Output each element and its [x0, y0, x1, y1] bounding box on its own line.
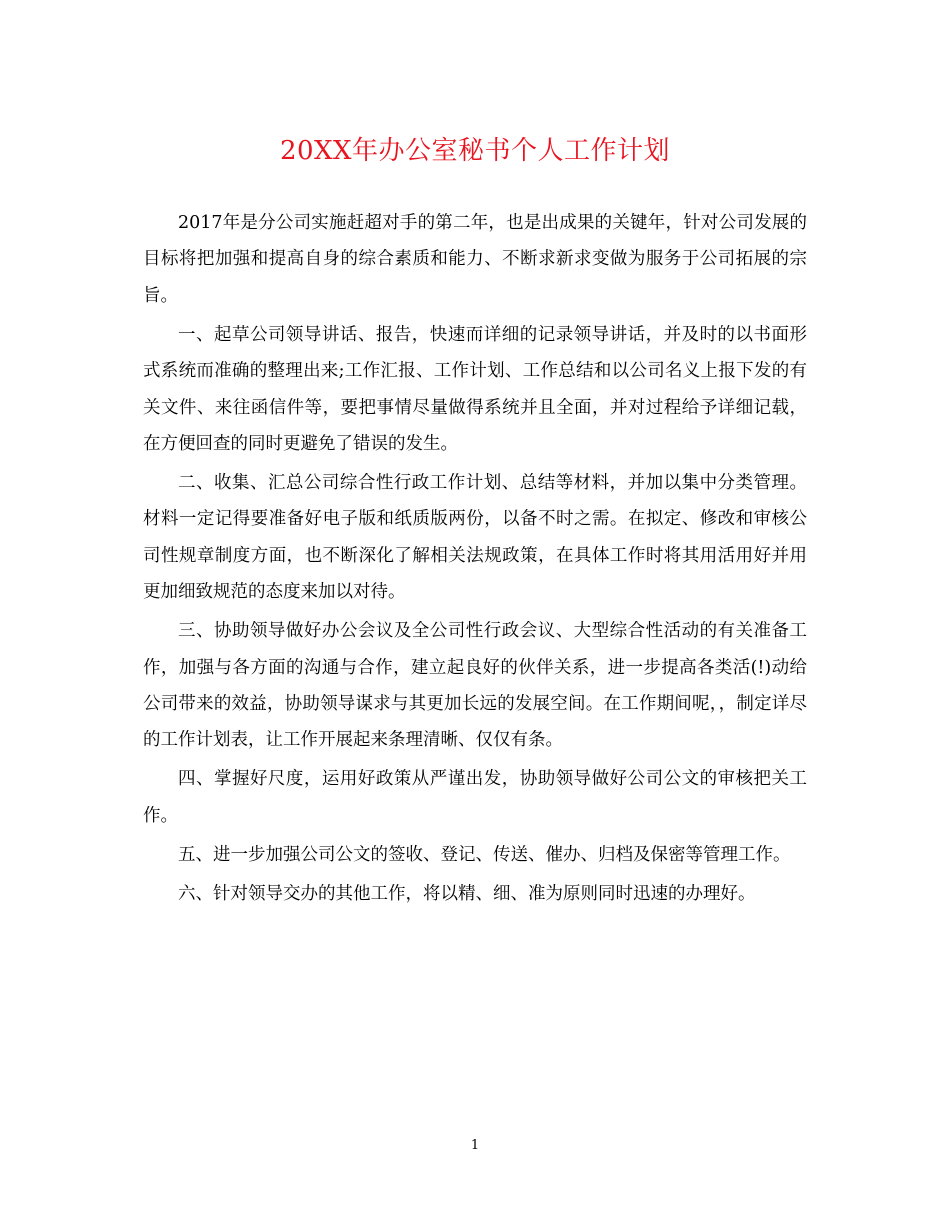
paragraph-item-1: 一、起草公司领导讲话、报告，快速而详细的记录领导讲话，并及时的以书面形式系统而准确的整理出来;工作汇报、工作计划、工作总结和以公司名义上报下发的有关文件、来往函信件等，要把事情尽量做得系统并且全面，并对过程给予详细记载，在方便回查的同时更避免了错误的发生。	[143, 324, 807, 455]
paragraph-intro: 2017年是分公司实施赶超对手的第二年，也是出成果的关键年，针对公司发展的目标将把加强和提高自身的综合素质和能力、不断求新求变做为服务于公司拓展的宗旨。	[143, 213, 807, 306]
paragraph-item-4: 四、掌握好尺度，运用好政策从严谨出发，协助领导做好公司公文的审核把关工作。	[143, 769, 807, 826]
document-body	[143, 205, 807, 915]
paragraph-item-2: 二、收集、汇总公司综合性行政工作计划、总结等材料，并加以集中分类管理。材料一定记得要准备好电子版和纸质版两份，以备不时之需。在拟定、修改和审核公司性规章制度方面，也不断深化了解相关法规政策，在具体工作时将其用活用好并用更加细致规范的态度来加以对待。	[143, 473, 807, 603]
paragraph-item-6: 六、针对领导交办的其他工作，将以精、细、准为原则同时迅速的办理好。	[178, 883, 756, 904]
page-number: 1	[470, 1138, 480, 1153]
paragraph-item-5: 五、进一步加强公司公文的签收、登记、传送、催办、归档及保密等管理工作。	[178, 844, 791, 865]
document-title: 20XX年办公室秘书个人工作计划	[279, 136, 671, 166]
paragraph-item-3: 三、协助领导做好办公会议及全公司性行政会议、大型综合性活动的有关准备工作，加强与各方面的沟通与合作，建立起良好的伙伴关系，进一步提高各类活(!)动给公司带来的效益，协助领导谋求与其更加长远的发展空间。在工作期间呢，，制定详尽的工作计划表，让工作开展起来条理清晰、仅仅有条。	[143, 621, 807, 751]
